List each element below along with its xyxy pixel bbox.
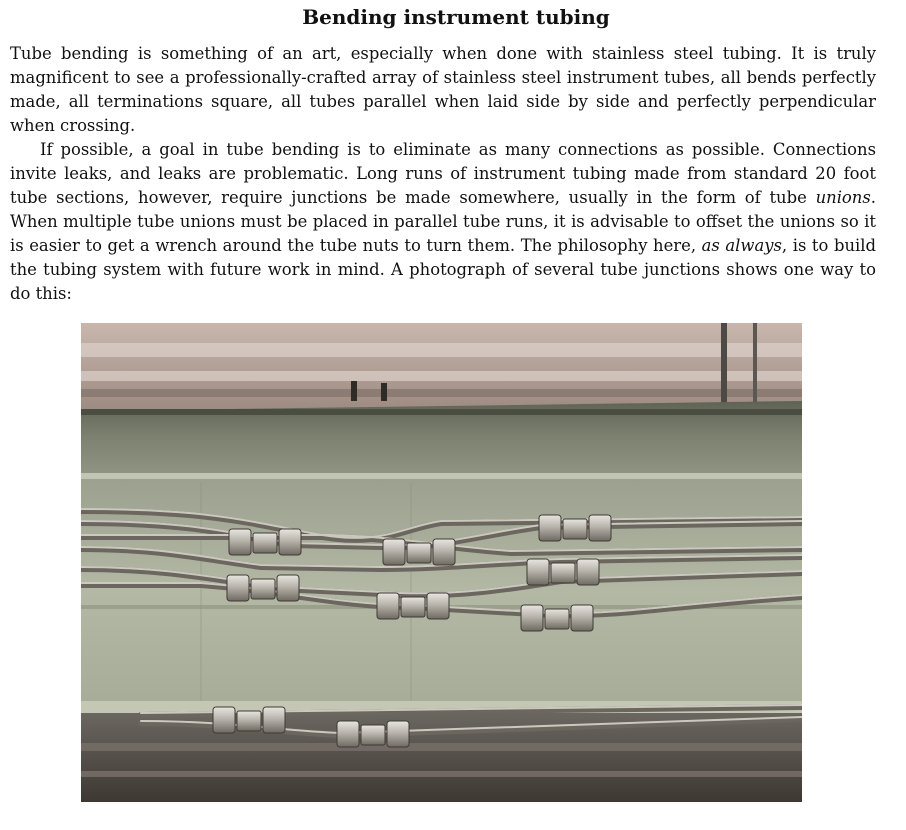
paragraph-unions: [10, 138, 876, 306]
tube-junctions-photo: [81, 323, 802, 802]
paragraph-text: If possible, a goal in tube bending is to eliminate as many connections as possible. Connections invite leaks, and leaks are problematic. Long runs of instrument tubing made from standard 20 foot tube sections, however, require junctions be made somewhere, usually in the form of tube: [10, 140, 876, 207]
emphasis-as-always: as always: [701, 236, 782, 255]
emphasis-unions: unions: [815, 188, 871, 207]
paragraph-intro: Tube bending is something of an art, especially when done with stainless steel tubing. It is truly magnificent to see a professionally-crafted array of stainless steel instrument tubes, all bends perfectly made, all terminations square, all tubes parallel when laid side by side and perfectly perpendicular when crossing.: [10, 44, 876, 135]
document-page: [10, 0, 876, 306]
paragraph-text: , is to build the tubing system with future work in mind. A photograph of several tube junctions shows one way to do this:: [10, 236, 876, 303]
paragraph-text: . When multiple tube unions must be placed in parallel tube runs, it is advisable to offset the unions so it is easier to get a wrench around the tube nuts to turn them. The philosophy here,: [10, 188, 876, 255]
page-title: Bending instrument tubing: [302, 5, 610, 29]
